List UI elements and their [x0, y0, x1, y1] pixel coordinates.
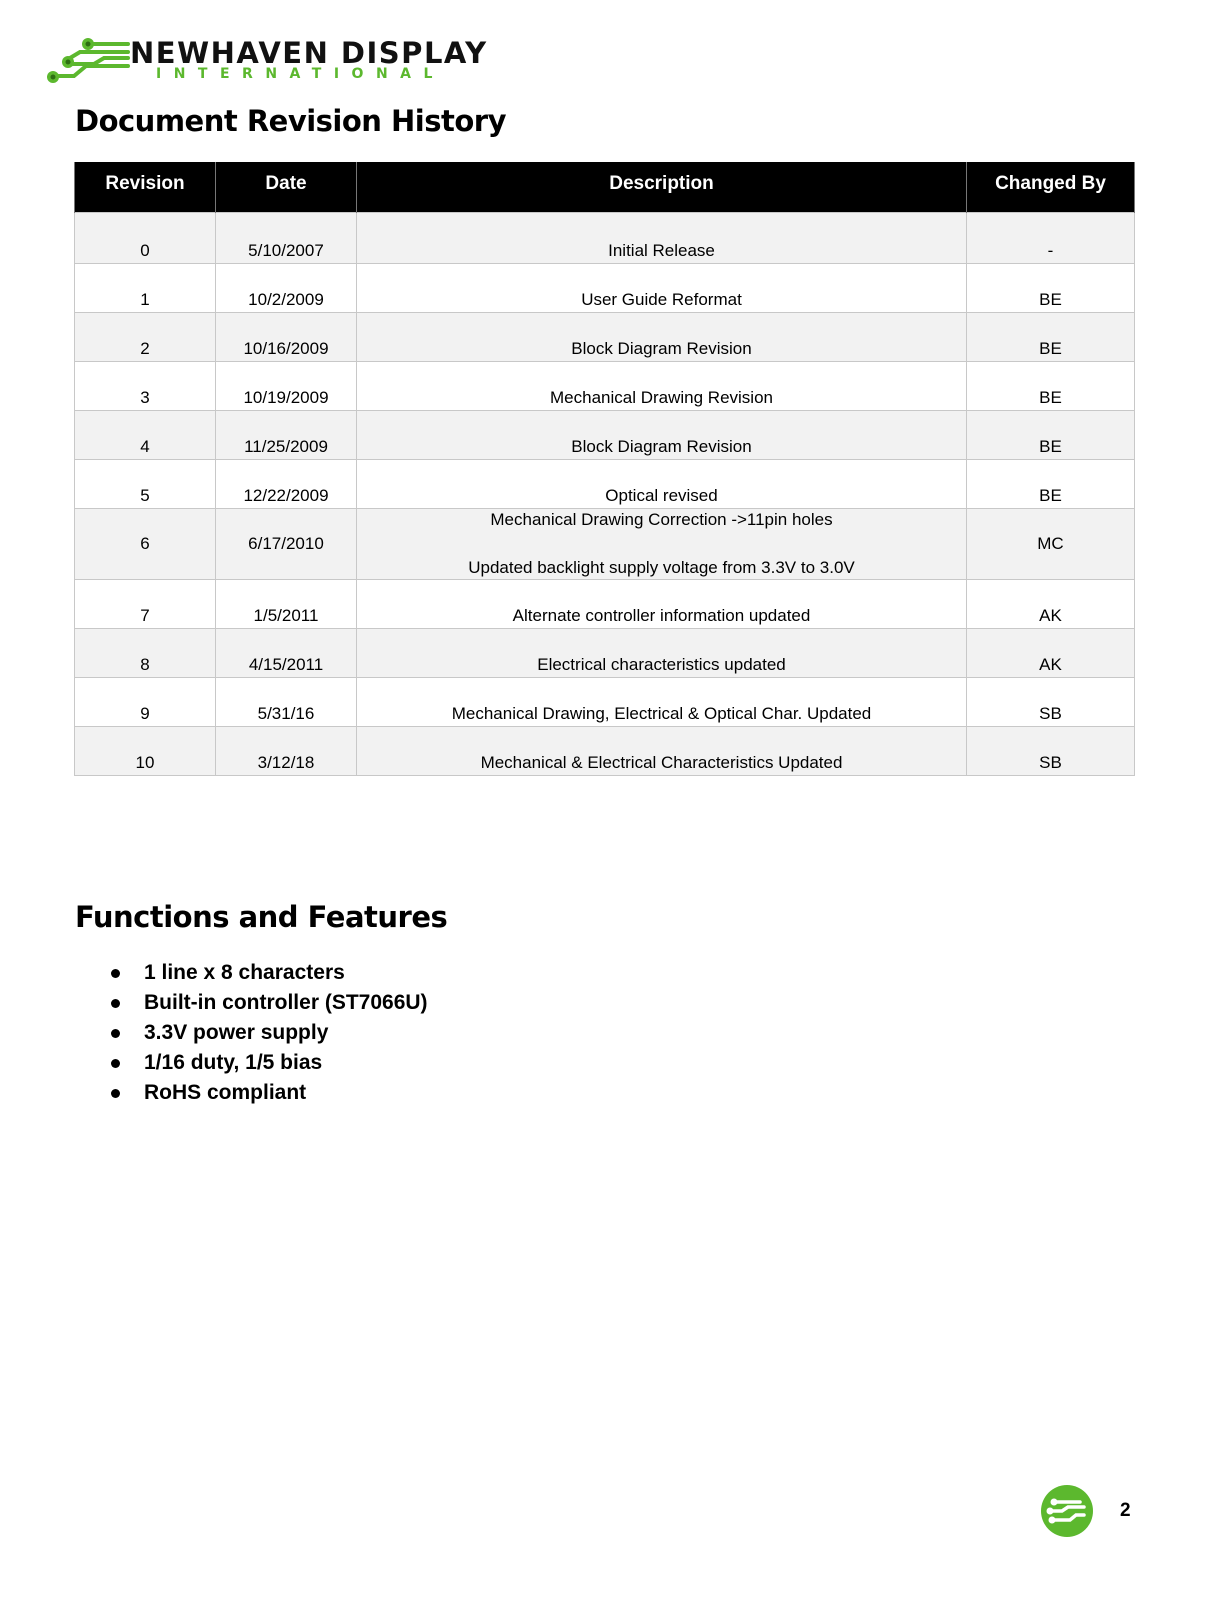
list-item: [104, 1078, 428, 1108]
description-line: Mechanical Drawing Correction ->11pin holes: [490, 510, 833, 529]
date-cell: 3/12/18: [216, 727, 357, 776]
column-header-date: Date: [216, 162, 357, 213]
revision-history-table: [74, 162, 1135, 776]
revision-cell: 10: [75, 727, 216, 776]
date-cell: 10/16/2009: [216, 313, 357, 362]
company-subtitle: INTERNATIONAL: [156, 66, 445, 82]
column-header-revision: Revision: [75, 162, 216, 213]
changed-by-cell: AK: [967, 629, 1135, 678]
description-line: Updated backlight supply voltage from 3.3V to 3.0V: [468, 558, 855, 577]
date-cell: 10/2/2009: [216, 264, 357, 313]
description-cell: Initial Release: [357, 213, 967, 264]
table-row: [75, 313, 1135, 362]
table-row: [75, 727, 1135, 776]
changed-by-cell: BE: [967, 313, 1135, 362]
description-cell: Mechanical Drawing, Electrical & Optical Char. Updated: [357, 678, 967, 727]
features-list: [104, 958, 428, 1108]
description-cell: Block Diagram Revision: [357, 313, 967, 362]
list-item: [104, 958, 428, 988]
feature-text: Built-in controller (ST7066U): [144, 991, 428, 1014]
description-cell: Alternate controller information updated: [357, 580, 967, 629]
description-cell: Mechanical Drawing Revision: [357, 362, 967, 411]
newhaven-badge-icon: [1040, 1484, 1094, 1543]
description-cell: Optical revised: [357, 460, 967, 509]
changed-by-cell: SB: [967, 727, 1135, 776]
revision-cell: 3: [75, 362, 216, 411]
description-cell: User Guide Reformat: [357, 264, 967, 313]
revision-cell: 6: [75, 509, 216, 580]
page-number: 2: [1120, 1500, 1131, 1521]
bullet-icon: [111, 1029, 120, 1038]
description-cell: Mechanical & Electrical Characteristics Updated: [357, 727, 967, 776]
date-cell: 5/10/2007: [216, 213, 357, 264]
feature-text: RoHS compliant: [144, 1081, 307, 1104]
table-row: [75, 264, 1135, 313]
revision-history-title: Document Revision History: [75, 104, 506, 138]
table-row: [75, 580, 1135, 629]
date-cell: 11/25/2009: [216, 411, 357, 460]
table-header-row: [75, 162, 1135, 213]
description-cell: Electrical characteristics updated: [357, 629, 967, 678]
table-row: [75, 509, 1135, 580]
list-item: [104, 1048, 428, 1078]
feature-text: 3.3V power supply: [144, 1021, 329, 1044]
bullet-icon: [111, 1059, 120, 1068]
table-row: [75, 678, 1135, 727]
changed-by-cell: BE: [967, 362, 1135, 411]
company-logo: [44, 34, 488, 90]
list-item: [104, 988, 428, 1018]
company-name: NEWHAVEN DISPLAY: [130, 36, 488, 70]
table-row: [75, 213, 1135, 264]
table-row: [75, 460, 1135, 509]
description-cell: Block Diagram Revision: [357, 411, 967, 460]
revision-cell: 0: [75, 213, 216, 264]
feature-text: 1/16 duty, 1/5 bias: [144, 1051, 323, 1074]
bullet-icon: [111, 969, 120, 978]
table-row: [75, 411, 1135, 460]
date-cell: 6/17/2010: [216, 509, 357, 580]
changed-by-cell: BE: [967, 411, 1135, 460]
changed-by-cell: BE: [967, 460, 1135, 509]
date-cell: 10/19/2009: [216, 362, 357, 411]
feature-text: 1 line x 8 characters: [144, 961, 345, 984]
bullet-icon: [111, 999, 120, 1008]
description-cell: [357, 509, 967, 580]
changed-by-cell: BE: [967, 264, 1135, 313]
date-cell: 1/5/2011: [216, 580, 357, 629]
date-cell: 5/31/16: [216, 678, 357, 727]
revision-cell: 2: [75, 313, 216, 362]
list-item: [104, 1018, 428, 1048]
features-title: Functions and Features: [75, 900, 448, 934]
changed-by-cell: MC: [967, 509, 1135, 580]
column-header-changed-by: Changed By: [967, 162, 1135, 213]
changed-by-cell: SB: [967, 678, 1135, 727]
table-row: [75, 629, 1135, 678]
revision-cell: 1: [75, 264, 216, 313]
circuit-trace-logo-icon: [44, 34, 134, 90]
revision-cell: 5: [75, 460, 216, 509]
changed-by-cell: AK: [967, 580, 1135, 629]
table-row: [75, 362, 1135, 411]
changed-by-cell: -: [967, 213, 1135, 264]
revision-cell: 7: [75, 580, 216, 629]
date-cell: 12/22/2009: [216, 460, 357, 509]
column-header-description: Description: [357, 162, 967, 213]
revision-cell: 9: [75, 678, 216, 727]
revision-cell: 4: [75, 411, 216, 460]
date-cell: 4/15/2011: [216, 629, 357, 678]
revision-cell: 8: [75, 629, 216, 678]
bullet-icon: [111, 1089, 120, 1098]
